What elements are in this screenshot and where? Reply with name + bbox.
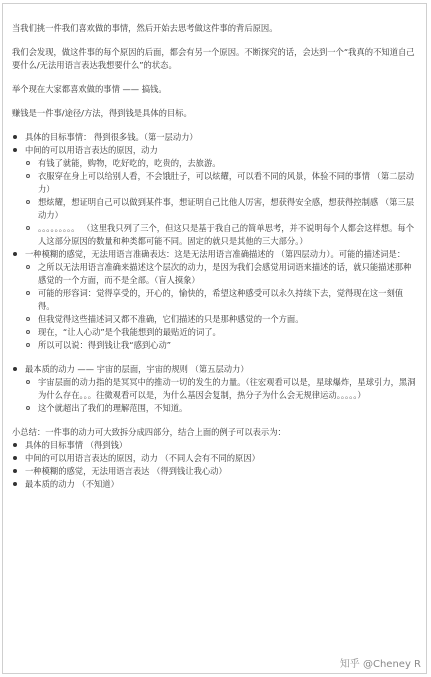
article-body	[12, 22, 419, 491]
list-item-text: 一种模糊的感觉，无法用语言准确表达：这是无法用语言准确描述的 （第四层动力）。可能的描述词是：	[25, 249, 406, 259]
sub-list-item-text: 现在，“让人心动”是个我能想到的最贴近的词了。	[38, 327, 221, 337]
bullet-circle-icon	[26, 380, 30, 384]
spacer	[12, 352, 419, 363]
list-item	[12, 131, 419, 144]
list-item-text: 中间的可以用语言表达的原因，动力	[25, 145, 158, 155]
sub-list-item-text: 这个就超出了我们的理解范围，不知道。	[38, 403, 188, 413]
sub-list-item-text: 衣服穿在身上可以给别人看，不会饿肚子，可以炫耀，可以看不同的风景，体验不同的事情 （第二层动力）	[38, 171, 415, 194]
bullet-circle-icon	[26, 406, 30, 410]
bullet-circle-icon	[26, 330, 30, 334]
bullet-dot-icon	[13, 148, 17, 152]
summary-item	[12, 465, 419, 478]
spacer	[12, 415, 419, 426]
bullet-circle-icon	[26, 291, 30, 295]
sub-list-item	[12, 170, 419, 196]
sub-list-item	[12, 261, 419, 287]
list-item	[12, 363, 419, 376]
bullet-circle-icon	[26, 226, 30, 230]
bullet-dot-icon	[13, 443, 17, 447]
bullet-circle-icon	[26, 317, 30, 321]
sub-list-item-text: 宇宙层面的动力指的是冥冥中的推动一切的发生的力量。（往宏观看可以是，星球爆炸，星球引力，黑洞为什么存在。。。往微观看可以是，为什么基因会复制，热分子为什么会无规律运动。。。。。）	[38, 377, 416, 400]
sub-list-item-text: 但我觉得这些描述词又都不准确，它们描述的只是那种感觉的一个方面。	[38, 314, 304, 324]
paragraph-intro: 当我们挑一件我们喜欢做的事情，然后开始去思考做这件事的背后原因。	[12, 23, 278, 33]
sub-list-item	[12, 287, 419, 313]
summary-intro: 小总结：一件事的动力可大致拆分成四部分，结合上面的例子可以表示为：	[12, 427, 286, 437]
sub-list-item-text: 有钱了就能，购物，吃好吃的，吃贵的，去旅游。	[38, 158, 221, 168]
motivation-list	[12, 131, 419, 415]
summary-item-text: 具体的目标事情 （得到钱）	[25, 440, 128, 450]
list-item-text: 最本质的动力 —— 宇宙的层面，宇宙的规则 （第五层动力）	[25, 364, 249, 374]
bullet-circle-icon	[26, 265, 30, 269]
summary-item-text: 最本质的动力 （不知道）	[25, 479, 119, 489]
bullet-circle-icon	[26, 174, 30, 178]
sub-list-item-text: 之所以无法用语言准确来描述这个层次的动力，是因为我们会感觉用词语来描述的话，就只能描述那种感觉的一个方面，而不是全部。（盲人摸象）	[38, 262, 412, 285]
sub-list-item-text: 所以可以说：得到钱让我“感到心动”	[38, 340, 172, 350]
bullet-dot-icon	[13, 135, 17, 139]
sub-list-item-text: 想炫耀，想证明自己可以做到某件事，想证明自己比他人厉害，想获得安全感，想获得控制感 （第三层动力）	[38, 197, 415, 220]
bullet-dot-icon	[13, 252, 17, 256]
sub-list-item	[12, 402, 419, 415]
bullet-dot-icon	[13, 469, 17, 473]
paragraph-example: 举个现在大家都喜欢做的事情 —— 搞钱。	[12, 84, 167, 94]
paragraph-definition: 赚钱是一件事/途径/方法，得到钱是具体的目标。	[12, 108, 192, 118]
sub-list-item	[12, 157, 419, 170]
bullet-dot-icon	[13, 367, 17, 371]
summary-item	[12, 478, 419, 491]
watermark: 知乎 @Cheney R	[339, 659, 421, 670]
summary-list	[12, 439, 419, 491]
sub-list-item	[12, 313, 419, 326]
list-item-text: 具体的目标事情： 得到很多钱。（第一层动力）	[25, 132, 198, 142]
sub-list-item-text: 可能的形容词：觉得享受的，开心的，愉快的，希望这种感受可以永久持续下去，觉得现在这一刻值得。	[38, 288, 404, 311]
bullet-dot-icon	[13, 482, 17, 486]
bullet-circle-icon	[26, 161, 30, 165]
list-item	[12, 248, 419, 261]
sub-list-item-text: 。。。。。。。。。 （这里我只列了三个，但这只是基于我自己的简单思考，并不说明每个人都会这样想。每个人这部分原因的数量和种类都可能不同。固定的就只是其他的三大部分。）	[38, 223, 414, 246]
summary-item-text: 中间的可以用语言表达的原因，动力 （不同人会有不同的原因）	[25, 453, 260, 463]
sub-list-item	[12, 196, 419, 222]
sub-list-item	[12, 326, 419, 339]
paragraph-reasons: 我们会发现，做这件事的每个原因的后面，都会有另一个原因。不断探究的话，会达到一个“我真的不知道自己要什么/无法用语言表达我想要什么”的状态。	[12, 47, 415, 70]
bullet-circle-icon	[26, 343, 30, 347]
sub-list-item	[12, 376, 419, 402]
sub-list-item	[12, 222, 419, 248]
summary-item	[12, 439, 419, 452]
summary-item	[12, 452, 419, 465]
list-item	[12, 144, 419, 157]
bullet-circle-icon	[26, 200, 30, 204]
bullet-dot-icon	[13, 456, 17, 460]
summary-item-text: 一种模糊的感觉，无法用语言表达 （得到钱让我心动）	[25, 466, 227, 476]
sub-list-item	[12, 339, 419, 352]
